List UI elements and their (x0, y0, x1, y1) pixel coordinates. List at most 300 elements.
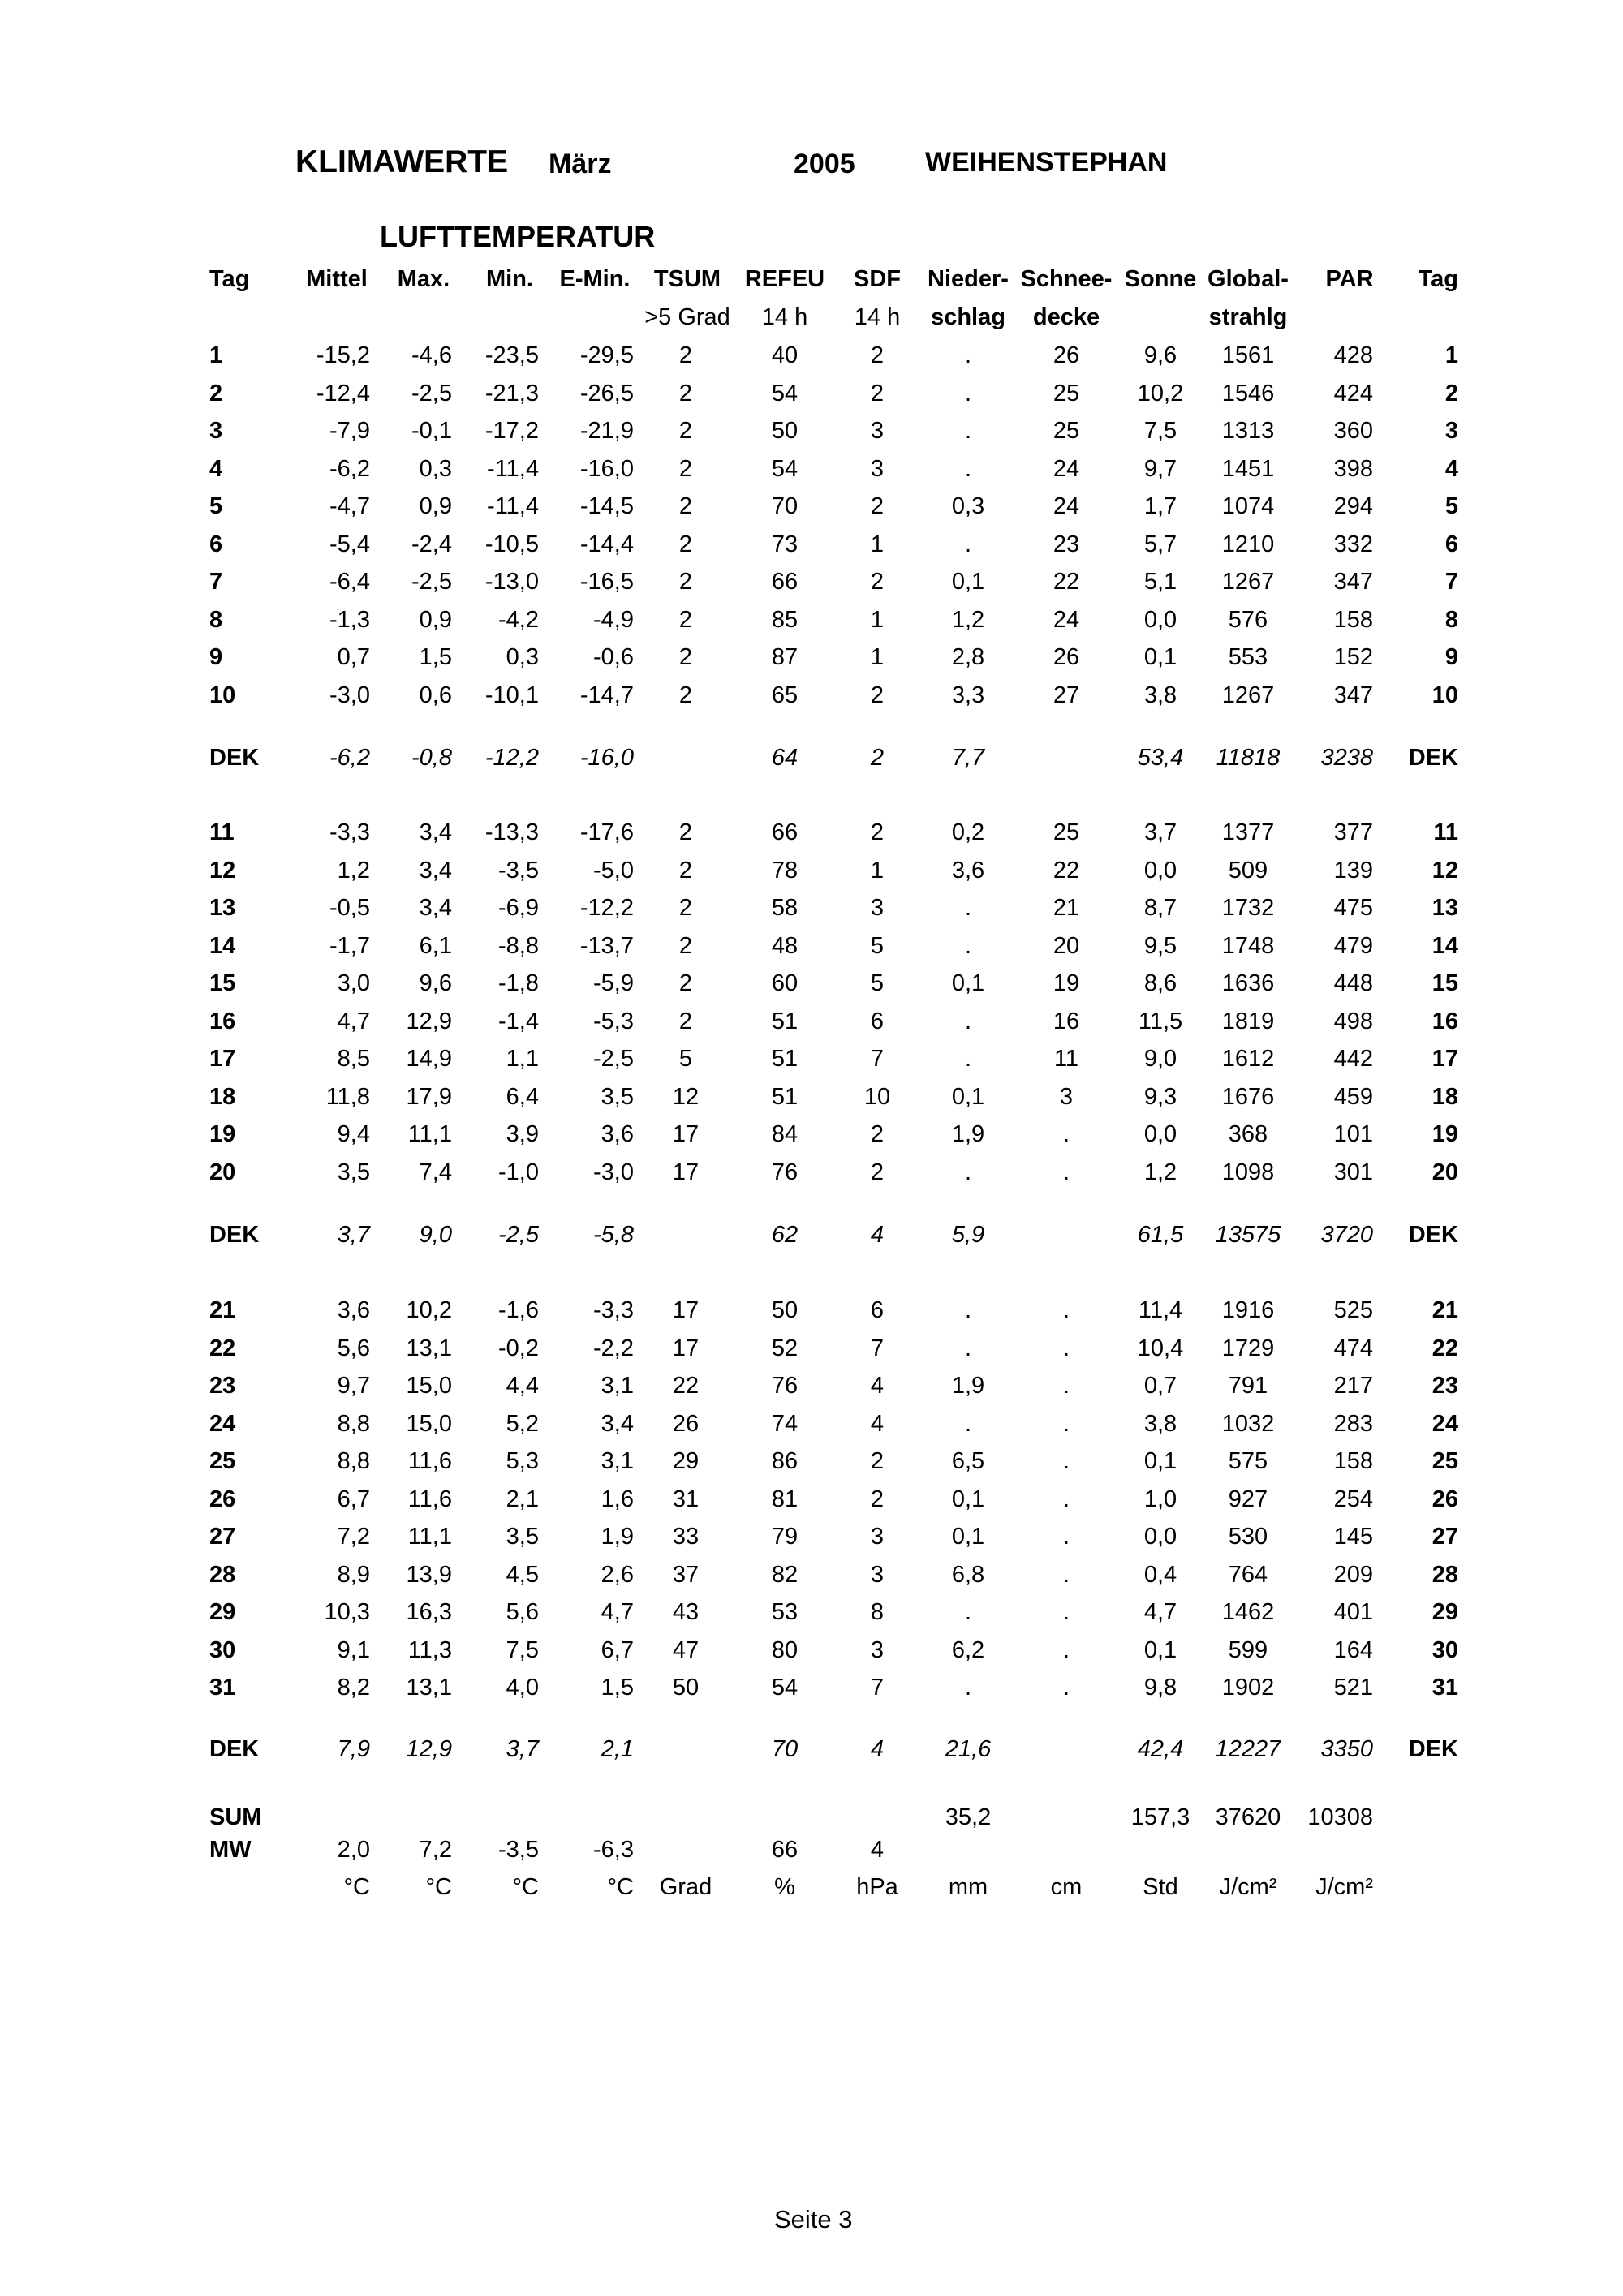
cell-mittel: 8,5 (337, 1046, 370, 1072)
cell-sdf: 3 (870, 455, 885, 482)
cell-sonne: 4,7 (1143, 1599, 1177, 1625)
cell-max: 13,1 (406, 1675, 452, 1701)
cell-tsum: 2 (678, 970, 693, 996)
section-title: LUFTTEMPERATUR (380, 220, 656, 253)
cell-par: J/cm² (1315, 1874, 1373, 1900)
cell-sonne: 8,7 (1143, 895, 1177, 921)
cell-tsum: 17 (672, 1335, 700, 1361)
cell-refeu: 80 (771, 1636, 799, 1663)
cell-niederschlag: 3,6 (951, 857, 985, 884)
cell-e-min: -14,5 (579, 493, 634, 519)
cell-tag-right: 7 (1444, 569, 1458, 595)
cell-sonne: 9,5 (1143, 932, 1177, 959)
cell-sdf: 2 (870, 1121, 885, 1147)
cell-schneedecke: . (1062, 1561, 1070, 1588)
cell-tag-right: 14 (1431, 932, 1458, 959)
cell-sonne: 0,0 (1143, 606, 1177, 633)
cell-tag-right: 17 (1431, 1046, 1458, 1072)
cell-max: 14,9 (406, 1046, 452, 1072)
cell-niederschlag: 0,1 (951, 970, 985, 996)
cell-max: 0,9 (419, 606, 452, 633)
cell-tag: 28 (209, 1561, 236, 1588)
cell-max: 11,1 (407, 1121, 452, 1147)
cell-par: 347 (1333, 681, 1373, 708)
cell-max: -2,5 (411, 569, 452, 595)
cell-par: 152 (1333, 644, 1373, 670)
cell-sonne: 42,4 (1137, 1736, 1184, 1762)
cell-e-min: -14,4 (579, 531, 634, 557)
cell-par: 459 (1333, 1083, 1373, 1110)
cell-tag-right: 25 (1431, 1448, 1458, 1474)
cell-sdf: 7 (870, 1046, 885, 1072)
cell-e-min: -16,5 (579, 569, 634, 595)
cell-tag-right: 11 (1433, 819, 1458, 845)
cell-globalstrahlung: 1451 (1221, 455, 1275, 482)
cell-max: 9,0 (419, 1222, 452, 1248)
cell-tag-right: 30 (1431, 1636, 1458, 1663)
cell-niederschlag: 1,9 (951, 1373, 985, 1399)
cell-sonne: 7,5 (1143, 418, 1177, 444)
cell-par: 448 (1333, 970, 1373, 996)
cell-schneedecke: . (1062, 1159, 1070, 1185)
cell-sdf: 2 (870, 745, 885, 771)
cell-tsum: 43 (672, 1599, 700, 1625)
cell-min: 7,5 (506, 1636, 539, 1663)
cell-par: 398 (1333, 455, 1373, 482)
cell-sonne: 5,1 (1143, 569, 1177, 595)
cell-niederschlag: 7,7 (951, 745, 985, 771)
cell-tsum: 37 (672, 1561, 700, 1588)
cell-schneedecke: 19 (1053, 970, 1080, 996)
cell-globalstrahlung: 576 (1228, 606, 1268, 633)
cell-niederschlag: . (964, 1675, 972, 1701)
cell-tsum: 2 (678, 857, 693, 884)
cell-par: 360 (1333, 418, 1373, 444)
cell-tag-right: Tag (1418, 266, 1458, 292)
cell-tag: 12 (209, 857, 236, 884)
cell-min: 5,2 (506, 1410, 539, 1437)
cell-max: 15,0 (406, 1410, 452, 1437)
cell-globalstrahlung: 927 (1228, 1486, 1268, 1512)
cell-max: 11,6 (407, 1486, 452, 1512)
cell-e-min: -5,3 (593, 1008, 634, 1034)
cell-e-min: E-Min. (559, 266, 631, 292)
cell-tag: 20 (209, 1159, 236, 1185)
cell-tsum: 2 (678, 819, 693, 845)
cell-max: 13,1 (406, 1335, 452, 1361)
cell-par: 525 (1333, 1297, 1373, 1323)
cell-schneedecke: . (1062, 1448, 1070, 1474)
cell-tag: 7 (209, 569, 223, 595)
cell-globalstrahlung: 553 (1228, 644, 1268, 670)
cell-tag-right: 22 (1431, 1335, 1458, 1361)
cell-tag-right: 28 (1431, 1561, 1458, 1588)
cell-schneedecke: . (1062, 1373, 1070, 1399)
cell-max: -2,4 (411, 531, 452, 557)
cell-tsum: 2 (678, 380, 693, 406)
cell-tsum: 33 (672, 1524, 700, 1550)
cell-e-min: -29,5 (579, 342, 634, 368)
cell-tag-right: 9 (1444, 644, 1458, 670)
cell-tag-right: 13 (1431, 895, 1458, 921)
cell-min: °C (512, 1874, 539, 1900)
cell-e-min: -16,0 (579, 745, 634, 771)
cell-mittel: -6,2 (329, 455, 370, 482)
cell-tsum: 2 (678, 644, 693, 670)
cell-tag-right: 1 (1444, 342, 1458, 368)
cell-tsum: 2 (678, 681, 693, 708)
cell-niederschlag: . (964, 1159, 972, 1185)
cell-sdf: 3 (870, 1524, 885, 1550)
cell-par: 209 (1333, 1561, 1373, 1588)
cell-sdf: 2 (870, 819, 885, 845)
cell-globalstrahlung: 1313 (1221, 418, 1275, 444)
cell-niederschlag: . (964, 380, 972, 406)
cell-globalstrahlung: 1676 (1221, 1083, 1275, 1110)
cell-tag-right: 2 (1444, 380, 1458, 406)
cell-refeu: 51 (771, 1083, 799, 1110)
cell-sdf: 10 (863, 1083, 891, 1110)
cell-par: 498 (1333, 1008, 1373, 1034)
cell-max: 0,9 (419, 493, 452, 519)
cell-sdf: 4 (870, 1736, 885, 1762)
cell-refeu: 66 (771, 1837, 799, 1863)
cell-e-min: -12,2 (579, 895, 634, 921)
cell-schneedecke: . (1062, 1121, 1070, 1147)
cell-tag: 13 (209, 895, 236, 921)
cell-max: 1,5 (419, 644, 452, 670)
cell-mittel: 7,2 (337, 1524, 370, 1550)
cell-schneedecke: 22 (1053, 857, 1080, 884)
cell-tsum: 17 (672, 1159, 700, 1185)
cell-min: -1,4 (498, 1008, 539, 1034)
cell-min: 4,0 (506, 1675, 539, 1701)
cell-par: 474 (1333, 1335, 1373, 1361)
cell-tag-right: 12 (1431, 857, 1458, 884)
cell-par: 164 (1333, 1636, 1373, 1663)
cell-tag: MW (209, 1837, 252, 1863)
cell-refeu: 62 (771, 1222, 799, 1248)
cell-mittel: 9,1 (337, 1636, 370, 1663)
cell-min: -12,2 (484, 745, 539, 771)
cell-tag: DEK (209, 1736, 260, 1762)
cell-sdf: 5 (870, 932, 885, 959)
cell-tag: DEK (209, 745, 260, 771)
report-month: März (549, 148, 612, 179)
cell-max: °C (425, 1874, 452, 1900)
cell-globalstrahlung: 12227 (1215, 1736, 1281, 1762)
cell-tag-right: 20 (1431, 1159, 1458, 1185)
cell-niederschlag: 21,6 (945, 1736, 992, 1762)
cell-min: -0,2 (498, 1335, 539, 1361)
cell-par: 3720 (1320, 1222, 1373, 1248)
cell-tag-right: 10 (1431, 681, 1458, 708)
cell-sdf: 2 (870, 1486, 885, 1512)
cell-schneedecke: . (1062, 1524, 1070, 1550)
cell-globalstrahlung: 1561 (1221, 342, 1275, 368)
cell-sdf: 7 (870, 1675, 885, 1701)
cell-refeu: 58 (771, 895, 799, 921)
cell-tag-right: 21 (1431, 1297, 1458, 1323)
cell-min: -11,4 (487, 455, 539, 482)
cell-min: -10,1 (484, 681, 539, 708)
cell-tag-right: 23 (1431, 1373, 1458, 1399)
cell-globalstrahlung: 1916 (1221, 1297, 1275, 1323)
cell-tag: 9 (209, 644, 223, 670)
cell-tag: 5 (209, 493, 223, 519)
cell-schneedecke: 26 (1053, 342, 1080, 368)
cell-sonne: 10,2 (1137, 380, 1184, 406)
cell-globalstrahlung: 1732 (1221, 895, 1275, 921)
cell-tag-right: 16 (1431, 1008, 1458, 1034)
cell-refeu: 64 (771, 745, 799, 771)
cell-refeu: 54 (771, 380, 799, 406)
cell-globalstrahlung: 1377 (1221, 819, 1275, 845)
cell-globalstrahlung: 509 (1228, 857, 1268, 884)
cell-e-min: -2,5 (593, 1046, 634, 1072)
cell-tag: 6 (209, 531, 223, 557)
cell-par: 521 (1333, 1675, 1373, 1701)
cell-schneedecke: 25 (1053, 819, 1080, 845)
cell-mittel: 7,9 (337, 1736, 370, 1762)
cell-e-min: -17,6 (579, 819, 634, 845)
cell-tsum: 2 (678, 493, 693, 519)
cell-sdf: hPa (856, 1874, 898, 1900)
cell-schneedecke: 27 (1053, 681, 1080, 708)
cell-sdf: 2 (870, 1159, 885, 1185)
cell-tag-right: 5 (1444, 493, 1458, 519)
cell-e-min: -5,9 (593, 970, 634, 996)
cell-globalstrahlung: 11818 (1216, 745, 1281, 771)
cell-mittel: 5,6 (337, 1335, 370, 1361)
cell-refeu: 60 (771, 970, 799, 996)
cell-sdf: 3 (870, 1636, 885, 1663)
cell-par: 294 (1333, 493, 1373, 519)
cell-max: 16,3 (406, 1599, 452, 1625)
cell-sonne: 0,1 (1143, 1448, 1177, 1474)
cell-e-min: 1,5 (601, 1675, 634, 1701)
cell-tsum: 5 (678, 1046, 693, 1072)
cell-refeu: 73 (771, 531, 799, 557)
cell-schneedecke: 20 (1053, 932, 1080, 959)
cell-tag: 18 (209, 1083, 236, 1110)
cell-refeu: 50 (771, 1297, 799, 1323)
cell-niederschlag: 35,2 (945, 1804, 992, 1830)
cell-schneedecke: . (1062, 1486, 1070, 1512)
cell-max: 10,2 (406, 1297, 452, 1323)
subheader-refeu: 14 h (761, 304, 808, 330)
cell-par: 158 (1333, 606, 1373, 633)
cell-mittel: Mittel (306, 266, 368, 292)
cell-tag-right: DEK (1408, 1736, 1458, 1762)
cell-max: 6,1 (419, 932, 452, 959)
cell-par: 283 (1333, 1410, 1373, 1437)
cell-e-min: 3,4 (601, 1410, 634, 1437)
cell-mittel: 3,0 (337, 970, 370, 996)
cell-par: PAR (1325, 266, 1374, 292)
cell-niederschlag: . (964, 418, 972, 444)
cell-mittel: -6,4 (329, 569, 370, 595)
cell-tag-right: 3 (1444, 418, 1458, 444)
cell-sdf: 2 (870, 1448, 885, 1474)
cell-sdf: 4 (870, 1837, 885, 1863)
cell-sdf: 6 (870, 1297, 885, 1323)
report-title: KLIMAWERTE (295, 144, 509, 179)
cell-par: 3350 (1320, 1736, 1373, 1762)
cell-tag: 14 (209, 932, 236, 959)
cell-mittel: -1,7 (329, 932, 370, 959)
cell-tag-right: 4 (1444, 455, 1458, 482)
cell-refeu: 54 (771, 455, 799, 482)
cell-e-min: 3,5 (601, 1083, 634, 1110)
cell-mittel: 3,7 (337, 1222, 370, 1248)
cell-globalstrahlung: Global- (1208, 266, 1289, 292)
cell-sonne: 61,5 (1137, 1222, 1184, 1248)
cell-tsum: 2 (678, 569, 693, 595)
cell-refeu: 51 (771, 1008, 799, 1034)
cell-niederschlag: . (964, 1046, 972, 1072)
cell-e-min: -5,0 (593, 857, 634, 884)
cell-sdf: 1 (870, 531, 885, 557)
cell-refeu: 66 (771, 819, 799, 845)
cell-niederschlag: . (964, 895, 972, 921)
cell-mittel: 9,4 (337, 1121, 370, 1147)
cell-globalstrahlung: J/cm² (1219, 1874, 1277, 1900)
cell-mittel: 8,8 (337, 1448, 370, 1474)
cell-niederschlag: 6,5 (951, 1448, 985, 1474)
cell-mittel: °C (343, 1874, 370, 1900)
cell-mittel: 10,3 (324, 1599, 370, 1625)
cell-e-min: -5,8 (593, 1222, 634, 1248)
cell-tag-right: 6 (1444, 531, 1458, 557)
cell-refeu: 74 (771, 1410, 799, 1437)
cell-sonne: 11,5 (1138, 1008, 1183, 1034)
cell-min: 3,5 (506, 1524, 539, 1550)
cell-niederschlag: 0,3 (951, 493, 985, 519)
cell-schneedecke: . (1062, 1410, 1070, 1437)
report-year: 2005 (794, 148, 855, 179)
cell-par: 301 (1333, 1159, 1373, 1185)
cell-tsum: 29 (672, 1448, 700, 1474)
cell-min: 3,7 (506, 1736, 539, 1762)
subheader-niederschlag: schlag (931, 304, 1005, 330)
cell-refeu: 65 (771, 681, 799, 708)
cell-sdf: 3 (870, 418, 885, 444)
cell-max: 0,6 (419, 681, 452, 708)
cell-e-min: -3,0 (593, 1159, 634, 1185)
cell-tag: 30 (209, 1636, 236, 1663)
cell-sonne: 0,0 (1143, 857, 1177, 884)
cell-min: 1,1 (506, 1046, 539, 1072)
cell-tag-right: 18 (1431, 1083, 1458, 1110)
cell-max: 17,9 (406, 1083, 452, 1110)
cell-mittel: -12,4 (316, 380, 370, 406)
cell-tag-right: DEK (1408, 1222, 1458, 1248)
cell-globalstrahlung: 37620 (1215, 1804, 1281, 1830)
cell-e-min: -21,9 (579, 418, 634, 444)
cell-refeu: 76 (771, 1159, 799, 1185)
cell-tsum: 17 (672, 1121, 700, 1147)
cell-mittel: 8,8 (337, 1410, 370, 1437)
cell-tag: 2 (209, 380, 223, 406)
cell-min: -1,8 (498, 970, 539, 996)
cell-schneedecke: 24 (1053, 606, 1080, 633)
cell-max: 3,4 (419, 895, 452, 921)
cell-tag: 11 (209, 819, 235, 845)
cell-par: 217 (1333, 1373, 1373, 1399)
cell-tag: 31 (209, 1675, 236, 1701)
cell-refeu: REFEU (744, 266, 825, 292)
cell-e-min: 6,7 (601, 1636, 634, 1663)
cell-mittel: -3,3 (329, 819, 370, 845)
cell-schneedecke: 24 (1053, 455, 1080, 482)
cell-refeu: 81 (771, 1486, 799, 1512)
cell-schneedecke: 22 (1053, 569, 1080, 595)
cell-sdf: 1 (870, 606, 885, 633)
cell-sdf: 1 (870, 857, 885, 884)
cell-sonne: 3,8 (1143, 681, 1177, 708)
cell-tsum: 2 (678, 418, 693, 444)
cell-sonne: 11,4 (1138, 1297, 1183, 1323)
cell-min: -17,2 (484, 418, 539, 444)
cell-globalstrahlung: 599 (1228, 1636, 1268, 1663)
cell-tag: 17 (209, 1046, 236, 1072)
cell-niederschlag: . (964, 1297, 972, 1323)
cell-globalstrahlung: 1546 (1221, 380, 1275, 406)
cell-tsum: 12 (672, 1083, 700, 1110)
cell-refeu: 70 (771, 1736, 799, 1762)
cell-refeu: 87 (771, 644, 799, 670)
cell-e-min: -26,5 (579, 380, 634, 406)
cell-min: 3,9 (506, 1121, 539, 1147)
cell-min: 0,3 (506, 644, 539, 670)
station-name: WEIHENSTEPHAN (925, 147, 1168, 178)
cell-schneedecke: . (1062, 1297, 1070, 1323)
cell-mittel: 11,8 (325, 1083, 370, 1110)
cell-min: -13,3 (484, 819, 539, 845)
cell-sdf: 2 (870, 380, 885, 406)
cell-par: 479 (1333, 932, 1373, 959)
cell-schneedecke: Schnee- (1020, 266, 1113, 292)
cell-sdf: 4 (870, 1222, 885, 1248)
cell-tag: 8 (209, 606, 223, 633)
cell-schneedecke: 23 (1053, 531, 1080, 557)
cell-niederschlag: mm (948, 1874, 988, 1900)
cell-refeu: % (774, 1874, 795, 1900)
subheader-sdf: 14 h (854, 304, 901, 330)
cell-tsum: 47 (672, 1636, 700, 1663)
cell-mittel: 0,7 (337, 644, 370, 670)
cell-e-min: 4,7 (601, 1599, 634, 1625)
cell-niederschlag: 0,1 (951, 1486, 985, 1512)
cell-max: 12,9 (406, 1736, 452, 1762)
cell-max: -0,1 (411, 418, 452, 444)
cell-sonne: 53,4 (1137, 745, 1184, 771)
cell-sdf: 7 (870, 1335, 885, 1361)
cell-schneedecke: 24 (1053, 493, 1080, 519)
cell-refeu: 48 (771, 932, 799, 959)
cell-e-min: °C (607, 1874, 634, 1900)
cell-schneedecke: 16 (1053, 1008, 1080, 1034)
cell-tag: Tag (209, 266, 250, 292)
cell-niederschlag: 3,3 (951, 681, 985, 708)
cell-max: -0,8 (411, 745, 452, 771)
cell-min: -8,8 (498, 932, 539, 959)
cell-max: 12,9 (406, 1008, 452, 1034)
cell-niederschlag: . (964, 932, 972, 959)
cell-niederschlag: . (964, 1410, 972, 1437)
cell-globalstrahlung: 1819 (1221, 1008, 1275, 1034)
